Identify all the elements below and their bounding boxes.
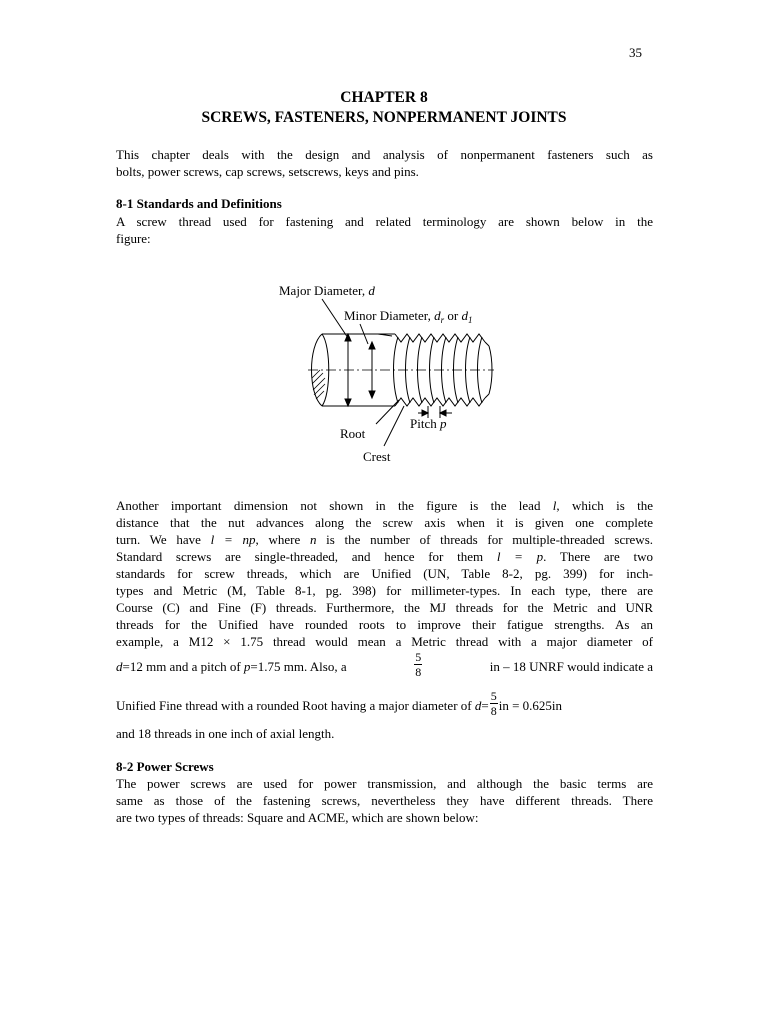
chapter-number: CHAPTER 8 bbox=[340, 89, 428, 106]
section2-paragraph bbox=[116, 775, 653, 826]
section2-line-3: are two types of threads: Square and ACME, which are shown below: bbox=[116, 810, 479, 825]
root-label: Root bbox=[340, 426, 366, 441]
section2-line-2: same as those of the fastening screws, nevertheless they have different threads. There bbox=[116, 793, 653, 808]
section2-line-1: The power screws are used for power transmission, and although the basic terms are bbox=[116, 776, 653, 791]
screw-thread-figure bbox=[0, 0, 768, 480]
major-diameter-label: Major Diameter, d bbox=[279, 283, 375, 298]
intro-line-2: bolts, power screws, cap screws, setscrews, keys and pins. bbox=[116, 164, 419, 179]
para2-line-1: Another important dimension not shown in the figure is the lead l, which is the bbox=[116, 498, 653, 513]
chapter-title: SCREWS, FASTENERS, NONPERMANENT JOINTS bbox=[201, 109, 567, 126]
para2-line-9: example, a M12 × 1.75 thread would mean a Metric thread with a major diameter of bbox=[116, 634, 653, 649]
para2-line-8: threads for the Unified have rounded roots to improve their fatigue strengths. As an bbox=[116, 617, 653, 632]
para2-line-6: types and Metric (M, Table 8-1, pg. 398) for millimeter-types. In each type, there are bbox=[116, 583, 653, 598]
para2-line-3: turn. We have l = np, where n is the number of threads for multiple-threaded screws. bbox=[116, 532, 654, 547]
para2-line-7: Course (C) and Fine (F) threads. Furthermore, the MJ threads for the Metric and UNR bbox=[116, 600, 653, 615]
para2-line-2: distance that the nut advances along the screw axis when it is given one complete bbox=[116, 515, 653, 530]
section1-line-1: A screw thread used for fastening and related terminology are shown below in the bbox=[116, 214, 653, 229]
minor-diameter-label: Minor Diameter, $d_r$ or $d_1$ bbox=[344, 308, 473, 325]
para2-line-11: Unified Fine thread with a rounded Root having a major diameter of d= $\frac{5}{8}$ in = 0.625in bbox=[116, 689, 563, 718]
lead-paragraph bbox=[116, 497, 653, 650]
end-hatching bbox=[312, 370, 325, 399]
section-heading-standards: 8-1 Standards and Definitions bbox=[116, 196, 282, 211]
pitch-label: Pitch p bbox=[410, 416, 447, 431]
para2-line-4: Standard screws are single-threaded, and hence for them l = p. There are two bbox=[116, 549, 653, 564]
para2-line-12: and 18 threads in one inch of axial length. bbox=[116, 726, 335, 741]
section-heading-power-screws: 8-2 Power Screws bbox=[116, 759, 214, 774]
section1-line-2: figure: bbox=[116, 231, 151, 246]
page-number: 35 bbox=[629, 45, 642, 60]
fraction-five-eighths-2: $\frac{5}{8}$ bbox=[490, 689, 497, 718]
para2-line-10: d=12 mm and a pitch of p=1.75 mm. Also, a $\frac{5}{8}$ in – 18 UNRF would indicate a bbox=[116, 650, 653, 679]
para2-line-5: standards for screw threads, which are Unified (UN, Table 8-2, pg. 399) for inch- bbox=[116, 566, 653, 581]
intro-line-1: This chapter deals with the design and analysis of nonpermanent fasteners such as bbox=[116, 147, 653, 162]
crest-label: Crest bbox=[363, 449, 391, 464]
fraction-five-eighths: $\frac{5}{8}$ bbox=[415, 650, 422, 679]
